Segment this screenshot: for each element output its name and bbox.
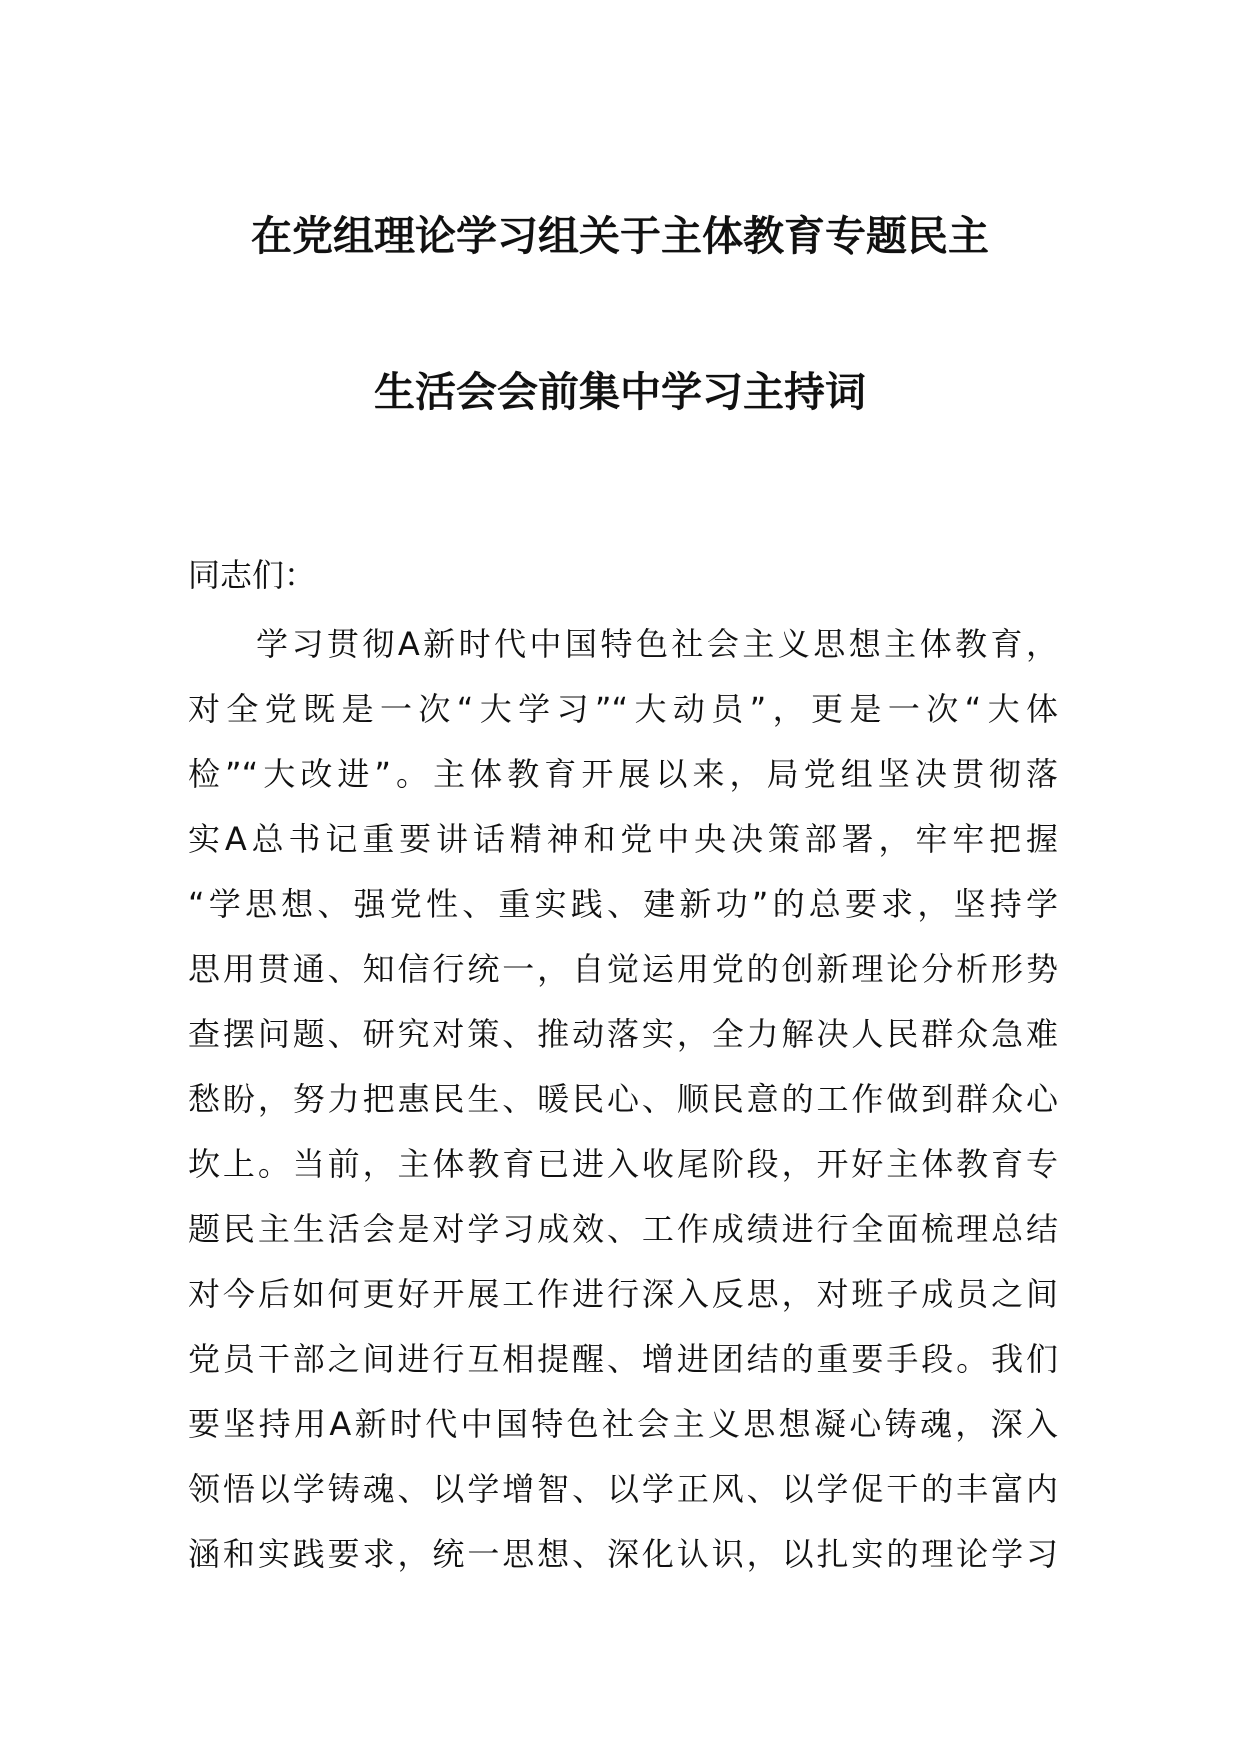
body-line: “学思想、强党性、重实践、建新功”的总要求，坚持学	[188, 885, 1058, 923]
body-line: 领悟以学铸魂、以学增智、以学正风、以学促干的丰富内	[188, 1470, 1058, 1508]
body-line: 对今后如何更好开展工作进行深入反思，对班子成员之间	[188, 1275, 1058, 1313]
body-line: 实A总书记重要讲话精神和党中央决策部署，牢牢把握	[188, 820, 1058, 858]
body-line: 学习贯彻A新时代中国特色社会主义思想主体教育，	[256, 625, 1058, 663]
body-line: 涵和实践要求，统一思想、深化认识，以扎实的理论学习	[188, 1535, 1058, 1573]
body-line: 思用贯通、知信行统一，自觉运用党的创新理论分析形势	[188, 950, 1058, 988]
body-line: 对全党既是一次“大学习”“大动员”，更是一次“大体	[188, 690, 1058, 728]
body-line: 坎上。当前，主体教育已进入收尾阶段，开好主体教育专	[188, 1145, 1058, 1183]
body-line: 检”“大改进”。主体教育开展以来，局党组坚决贯彻落	[188, 755, 1058, 793]
document-title-line-1: 在党组理论学习组关于主体教育专题民主	[251, 212, 989, 260]
body-line: 要坚持用A新时代中国特色社会主义思想凝心铸魂，深入	[188, 1405, 1058, 1443]
body-paragraph	[188, 612, 1058, 1587]
body-line: 题民主生活会是对学习成效、工作成绩进行全面梳理总结	[188, 1210, 1058, 1248]
body-line: 党员干部之间进行互相提醒、增进团结的重要手段。我们	[188, 1340, 1058, 1378]
salutation: 同志们：	[188, 556, 317, 594]
document-title-line-2: 生活会会前集中学习主持词	[374, 368, 866, 416]
body-line: 查摆问题、研究对策、推动落实，全力解决人民群众急难	[188, 1015, 1058, 1053]
body-line: 愁盼，努力把惠民生、暖民心、顺民意的工作做到群众心	[188, 1080, 1058, 1118]
